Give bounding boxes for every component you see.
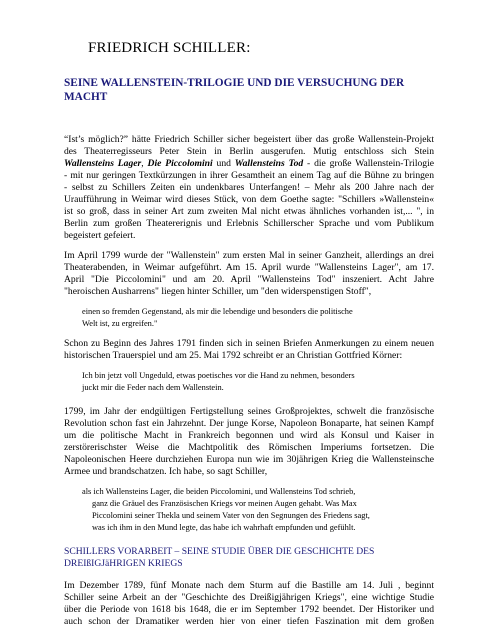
p2-line-1: Im April 1799 wurde der "Wallenstein" zum ersten Mal in seiner Ganzheit, allerdings an drei — [64, 250, 434, 261]
quote1-line-2: Welt ist, zu ergreifen." — [82, 319, 158, 328]
p3-line-1: Schon zu Beginn des Jahres 1791 finden sich in seinen Briefen Anmerkungen zu einem neuen — [64, 338, 434, 349]
p4-line-3: um die politische Macht in Frankreich begonnen und wird als Konsul und Kaiser in — [64, 430, 434, 441]
p5-line-1: Im Dezember 1789, fünf Monate nach dem Sturm auf die Bastille am 14. Juli , beginnt — [64, 580, 434, 591]
article-heading — [64, 76, 444, 104]
p1-line-2: des Theaterregisseurs Peter Stein in Berlin ausgerufen. Mutig entschloss sich Stein — [64, 146, 434, 157]
heading-line-2: MACHT — [64, 91, 108, 103]
p1-line-4: - mit nur geringen Textkürzungen in ihrer Gesamtheit an einem Tag auf die Bühne zu bringen — [64, 170, 434, 181]
heading-line-1: SEINE WALLENSTEIN-TRILOGIE UND DIE VERSUCHUNG DER — [64, 77, 405, 89]
p4-line-2: Revolution schon fast ein Jahrzehnt. Der junge Korse, Napoleon Bonaparte, hat seinen Kampf — [64, 418, 434, 429]
p1-line-3-suffix: - die große Wallenstein-Trilogie — [303, 158, 435, 169]
p5-line-4: auch schon der Dramatiker werden hier von einer tiefen Faszination mit dem großen — [64, 616, 434, 627]
p1-line-7: ist so groß, dass in seiner Art zum zweiten Mal nicht etwas ähnliches vorhanden ist,... ", in — [64, 206, 434, 217]
p4-line-6: Armee und brandschatzen. Ich habe, so sagt Schiller, — [64, 466, 268, 477]
section-heading-line-1: SCHILLERS VORARBEIT – SEINE STUDIE ÜBER DIE GESCHICHTE DES — [64, 546, 375, 557]
work-title-piccolomini: Die Piccolomini — [147, 158, 213, 169]
work-title-tod: Wallensteins Tod — [234, 158, 304, 169]
p4-line-5: Napoleonischen Heere durchziehen Europa nun wie im 30jährigen Krieg die Wallensteinsche — [64, 454, 434, 465]
quote2-line-1: Ich bin jetzt voll Ungeduld, etwas poetisches vor die Hand zu nehmen, besonders — [82, 371, 355, 380]
p1-line-9: begeistert gefeiert. — [64, 230, 136, 241]
document-title: FRIEDRICH SCHILLER: — [88, 40, 251, 56]
p2-line-2: Theaterabenden, in Weimar aufgeführt. Am 15. April wurde "Wallensteins Lager", am 17. — [64, 262, 434, 273]
p1-line-3-rich — [64, 158, 434, 170]
sep-2: und — [212, 158, 235, 169]
p1-line-5: - selbst zu Schillers Zeiten ein undenkbares Unterfangen! – Mehr als 200 Jahre nach der — [64, 182, 434, 193]
quote2-line-2: juckt mir die Feder nach dem Wallenstein. — [82, 383, 224, 392]
work-title-lager: Wallensteins Lager — [64, 158, 142, 169]
quote3-line-4: was ich ihm in den Mund legte, das habe ich wahrhaft empfunden und gefühlt. — [92, 523, 356, 532]
p4-line-4: zerstörerischster Weise die Machtpolitik des Römischen Imperiums fortsetzen. Die — [64, 442, 434, 453]
p3-line-2: historischen Trauerspiel und am 25. Mai 1792 schreibt er an Christian Gottfried Körner: — [64, 350, 403, 361]
p4-line-1: 1799, im Jahr der endgültigen Fertigstellung seines Großprojektes, schwelt die französische — [64, 406, 434, 417]
sep-1: , — [141, 158, 148, 169]
p5-line-3: über die Periode von 1618 bis 1648, die er im September 1792 beendet. Der Historiker und — [64, 604, 434, 615]
p1-line-6: Uraufführung in Weimar wird dieses Stück, von dem Goethe sagte: "Schillers »Wallenstein« — [64, 194, 434, 205]
quote3-line-2: ganz die Gräuel des Französischen Kriegs vor meinen Augen gehabt. Was Max — [92, 499, 357, 508]
section-heading-line-2: DREIßIGJäHRIGEN KRIEGS — [64, 558, 183, 569]
quote3-line-3: Piccolomini seiner Thekla und seinem Vater von den Segnungen des Friedens sagt, — [92, 511, 370, 520]
p1-line-1: “Ist’s möglich?” hätte Friedrich Schiller sicher begeistert über das große Wallenstein-Projekt — [64, 134, 434, 145]
quote1-line-1: einen so fremden Gegenstand, als mir die lebendige und besonders die politische — [82, 307, 353, 316]
p1-line-8: Berlin zum großen Theatererignis und Erlebnis Schillerscher Sprache und vom Publikum — [64, 218, 434, 229]
p2-line-4: "heroischen Ausharrens" liegen hinter Schiller, um "den widerspenstigen Stoff", — [64, 286, 372, 297]
p5-line-2: Schiller seine Arbeit an der "Geschichte des Dreißigjährigen Kriegs", eine wichtige Studie — [64, 592, 434, 603]
p2-line-3: April "Die Piccolomini" und am 20. April "Wallensteins Tod" inszeniert. Acht Jahre — [64, 274, 434, 285]
quote3-line-1: als ich Wallensteins Lager, die beiden Piccolomini, und Wallensteins Tod schrieb, — [82, 487, 356, 496]
